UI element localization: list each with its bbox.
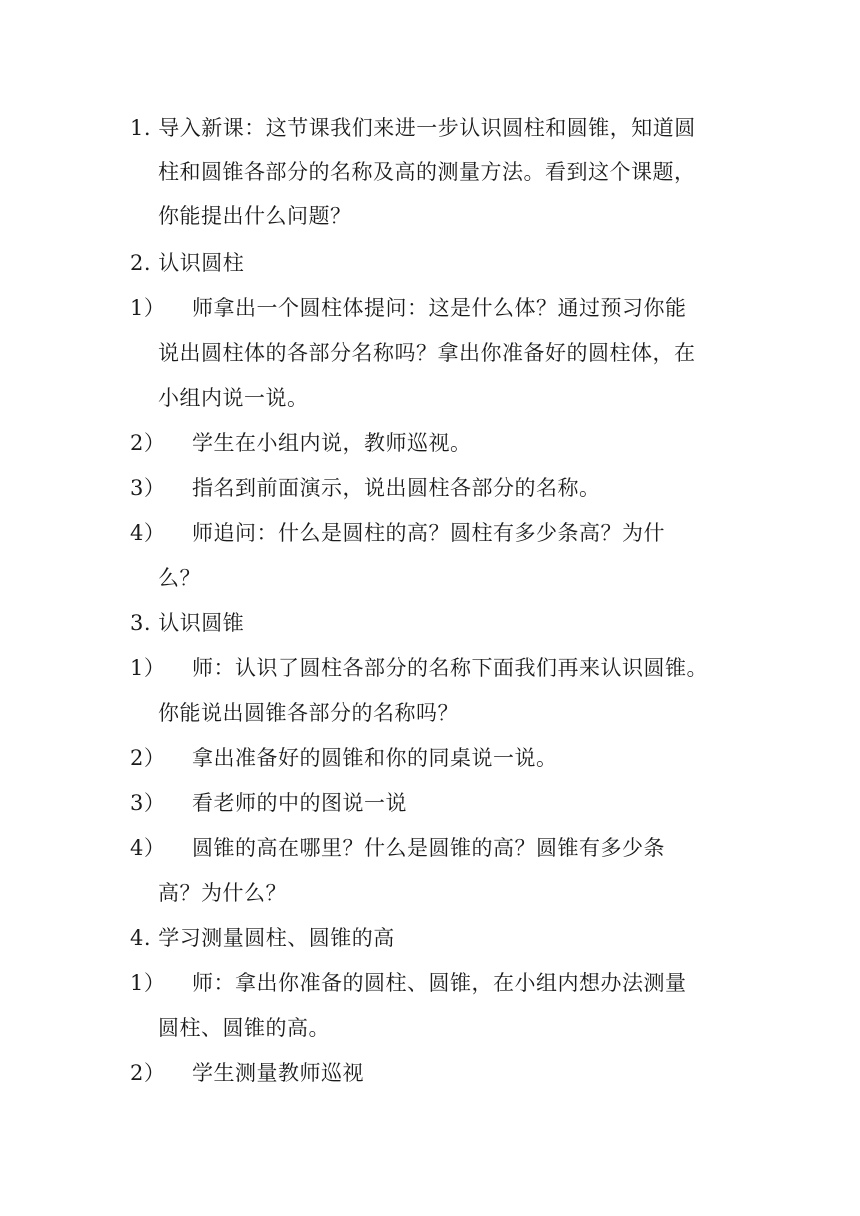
item-marker: 1） xyxy=(130,971,166,995)
item-marker: 1） xyxy=(130,296,166,320)
item-marker: 3） xyxy=(130,476,166,500)
text: 小组内说一说。 xyxy=(158,386,309,410)
section-3-item-1-line-2 xyxy=(158,695,758,731)
section-3-item-1 xyxy=(130,650,730,686)
text: 2. 认识圆柱 xyxy=(130,251,245,275)
section-3-item-4 xyxy=(130,830,730,866)
section-2-item-2 xyxy=(130,425,730,461)
item-marker: 3） xyxy=(130,791,166,815)
text: 学生测量教师巡视 xyxy=(192,1061,364,1085)
item-marker: 2） xyxy=(130,1061,166,1085)
section-4-item-1 xyxy=(130,965,730,1001)
section-1-line-3 xyxy=(158,198,758,234)
text: 说出圆柱体的各部分名称吗？拿出你准备好的圆柱体，在 xyxy=(158,341,696,365)
text: 3. 认识圆锥 xyxy=(130,611,245,635)
text: 学生在小组内说，教师巡视。 xyxy=(192,431,472,455)
text: 1. 导入新课：这节课我们来进一步认识圆柱和圆锥，知道圆 xyxy=(130,116,696,140)
text: 指名到前面演示，说出圆柱各部分的名称。 xyxy=(192,476,601,500)
section-4-heading xyxy=(130,920,730,956)
item-marker: 2） xyxy=(130,746,166,770)
section-4-item-1-line-2 xyxy=(158,1010,758,1046)
text: 柱和圆锥各部分的名称及高的测量方法。看到这个课题， xyxy=(158,160,696,184)
text: 师：拿出你准备的圆柱、圆锥，在小组内想办法测量 xyxy=(192,971,687,995)
text: 拿出准备好的圆锥和你的同桌说一说。 xyxy=(192,746,558,770)
section-4-item-2 xyxy=(130,1055,730,1091)
section-2-heading xyxy=(130,245,730,281)
text: 你能提出什么问题？ xyxy=(158,204,352,228)
text: 圆锥的高在哪里？什么是圆锥的高？圆锥有多少条 xyxy=(192,836,665,860)
section-2-item-4-line-2 xyxy=(158,560,758,596)
text: 师拿出一个圆柱体提问：这是什么体？通过预习你能 xyxy=(192,296,687,320)
text: 圆柱、圆锥的高。 xyxy=(158,1016,330,1040)
item-marker: 4） xyxy=(130,521,166,545)
text: 高？为什么？ xyxy=(158,881,287,905)
item-marker: 4） xyxy=(130,836,166,860)
item-marker: 1） xyxy=(130,656,166,680)
text: 么？ xyxy=(158,566,201,590)
section-2-item-1-line-3 xyxy=(158,380,758,416)
section-3-heading xyxy=(130,605,730,641)
section-3-item-4-line-2 xyxy=(158,875,758,911)
section-2-item-1-line-2 xyxy=(158,335,758,371)
section-1-line-1 xyxy=(130,110,730,146)
section-3-item-3 xyxy=(130,785,730,821)
text: 师追问：什么是圆柱的高？圆柱有多少条高？为什 xyxy=(192,521,665,545)
section-2-item-3 xyxy=(130,470,730,506)
section-1-line-2 xyxy=(158,154,758,190)
section-3-item-2 xyxy=(130,740,730,776)
section-2-item-1 xyxy=(130,290,730,326)
item-marker: 2） xyxy=(130,431,166,455)
section-2-item-4 xyxy=(130,515,730,551)
text: 4. 学习测量圆柱、圆锥的高 xyxy=(130,926,395,950)
text: 看老师的中的图说一说 xyxy=(192,791,407,815)
text: 你能说出圆锥各部分的名称吗？ xyxy=(158,701,459,725)
text: 师：认识了圆柱各部分的名称下面我们再来认识圆锥。 xyxy=(192,656,708,680)
